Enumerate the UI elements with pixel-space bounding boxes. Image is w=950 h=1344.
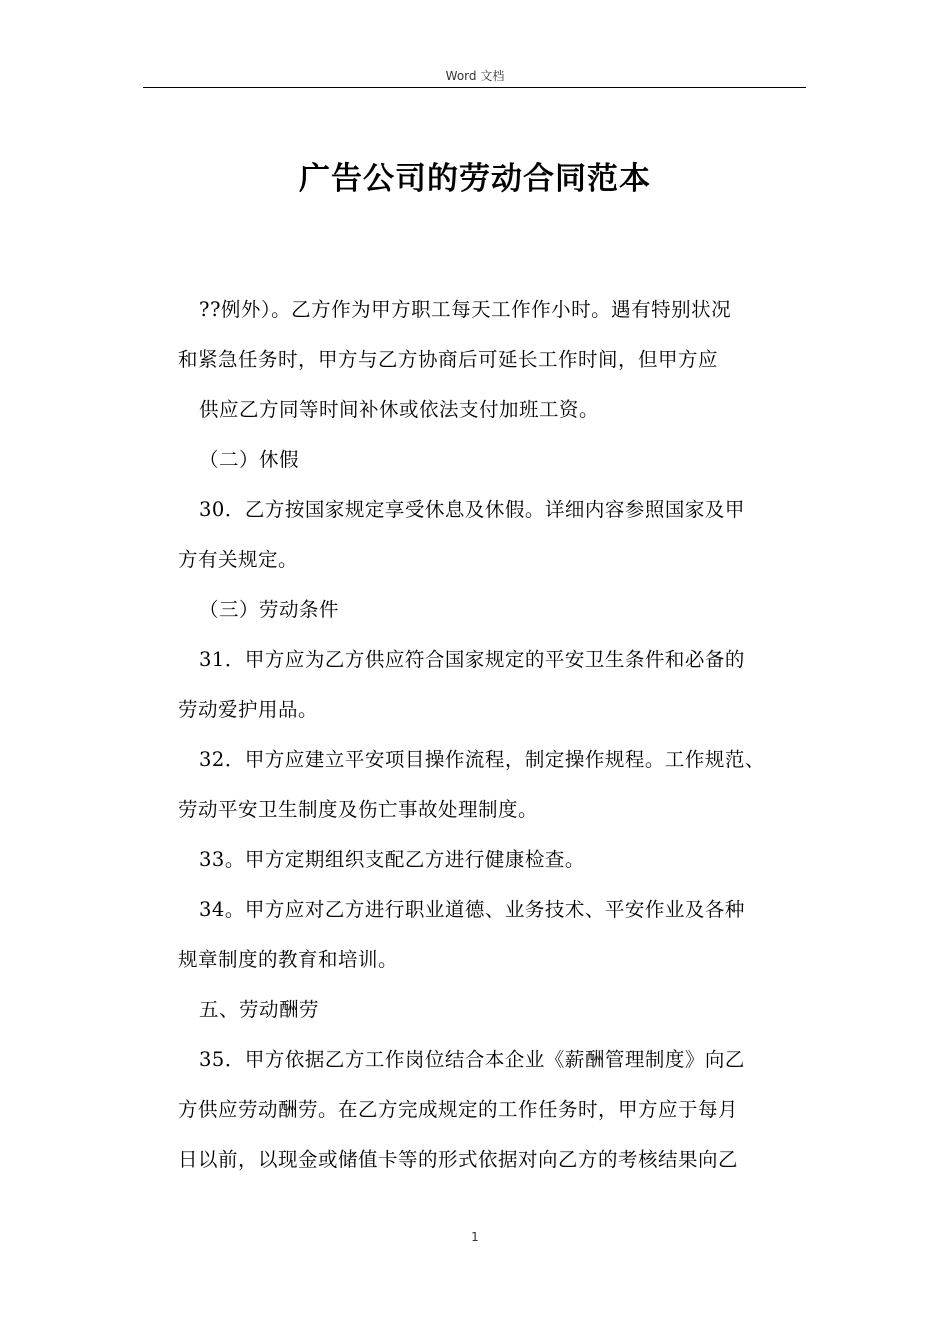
section-heading: （二）休假: [199, 448, 300, 471]
clause-item: 32．甲方应建立平安项目操作流程，制定操作规程。工作规范、: [199, 748, 765, 771]
body-line: 方有关规定。: [178, 548, 299, 571]
body-line: 规章制度的教育和培训。: [178, 948, 399, 971]
body-line: 方供应劳动酬劳。在乙方完成规定的工作任务时，甲方应于每月: [178, 1098, 739, 1121]
clause-item: 34。甲方应对乙方进行职业道德、业务技术、平安作业及各种: [199, 898, 745, 921]
clause-item: 33。甲方定期组织支配乙方进行健康检查。: [199, 848, 585, 871]
body-line: 日以前，以现金或储值卡等的形式依据对向乙方的考核结果向乙: [178, 1148, 739, 1171]
body-line: 劳动爱护用品。: [178, 698, 319, 721]
clause-item: 31．甲方应为乙方供应符合国家规定的平安卫生条件和必备的: [199, 648, 745, 671]
section-heading: 五、劳动酬劳: [199, 998, 320, 1021]
page-number: 1: [471, 1230, 479, 1244]
clause-item: 35．甲方依据乙方工作岗位结合本企业《薪酬管理制度》向乙: [199, 1048, 745, 1071]
body-line: 和紧急任务时，甲方与乙方协商后可延长工作时间，但甲方应: [178, 348, 719, 371]
document-title: 广告公司的劳动合同范本: [299, 161, 651, 197]
header-divider: [143, 87, 806, 88]
body-line: ??例外）。乙方作为甲方职工每天工作作小时。遇有特别状况: [199, 298, 732, 321]
header-label: Word 文档: [445, 69, 505, 83]
body-line: 供应乙方同等时间补休或依法支付加班工资。: [199, 398, 600, 421]
section-heading: （三）劳动条件: [199, 598, 340, 621]
body-line: 劳动平安卫生制度及伤亡事故处理制度。: [178, 798, 539, 821]
clause-item: 30．乙方按国家规定享受休息及休假。详细内容参照国家及甲: [199, 498, 745, 521]
